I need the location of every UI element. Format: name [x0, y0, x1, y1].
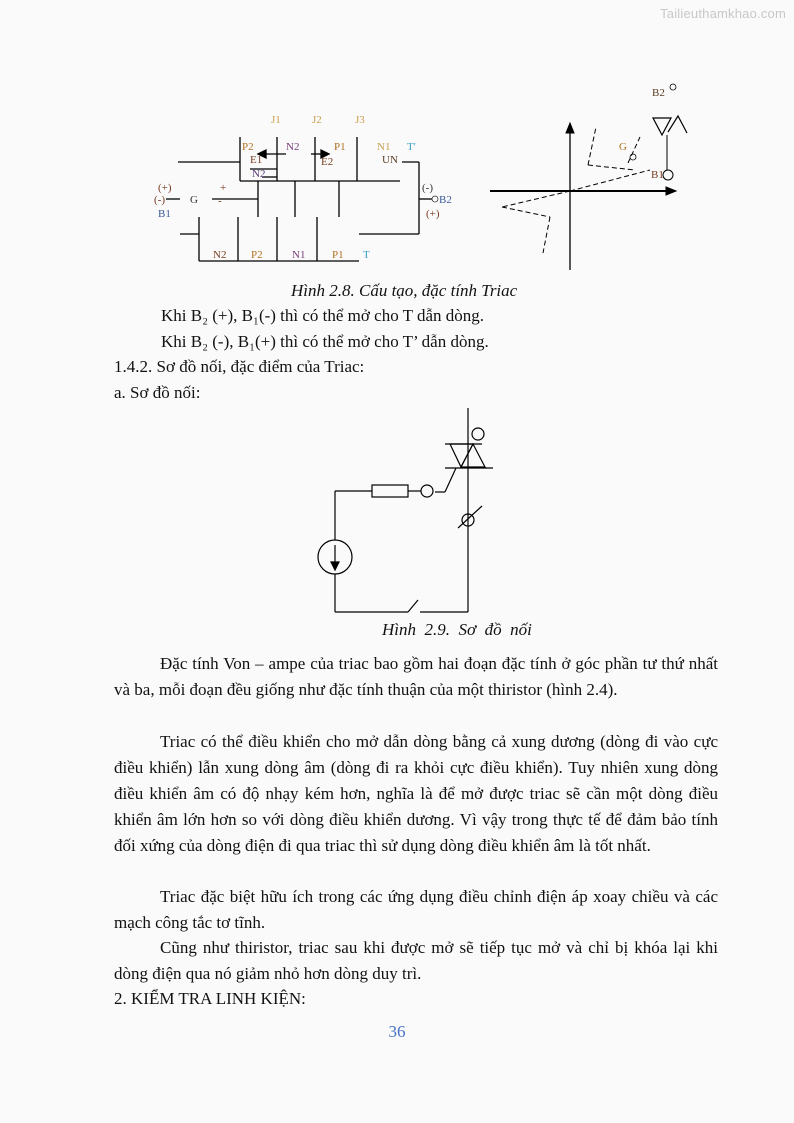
- subheading-a: a. Sơ đồ nối:: [114, 383, 201, 402]
- figure-2-9-caption: Hình 2.9. Sơ đồ nối: [382, 620, 532, 639]
- label-n2-bottom: N2: [213, 249, 227, 261]
- watermark: Tailieuthamkhao.com: [660, 6, 786, 21]
- label-n1-bottom: N1: [292, 249, 306, 261]
- label-p1-bottom: P1: [332, 249, 344, 261]
- label-j2: J2: [312, 114, 322, 126]
- label-b2-minus: (-): [422, 182, 433, 194]
- khi-b2-minus-text: Khi B₂ (-), B₁(+) thì có thể mở cho T’ dẫn dòng.: [161, 332, 489, 351]
- label-b1-plus: (+): [158, 182, 172, 194]
- label-p1-top: P1: [334, 141, 346, 153]
- label-minus: -: [218, 195, 222, 207]
- triac-structure-diagram: [140, 100, 480, 270]
- label-t-prime: T': [407, 141, 416, 153]
- label-g: G: [190, 194, 198, 206]
- label-p2-top: P2: [242, 141, 254, 153]
- label-e1: E1: [250, 154, 263, 166]
- label-e2: E2: [321, 156, 334, 168]
- label-j3: J3: [355, 114, 365, 126]
- label-un: UN: [382, 154, 398, 166]
- label-n2-small: N2: [252, 168, 266, 180]
- label-p2-bottom: P2: [251, 249, 263, 261]
- section-heading-142: 1.4.2. Sơ đồ nối, đặc điểm của Triac:: [114, 357, 365, 376]
- triac-connection-circuit: [310, 400, 560, 615]
- label-b2-plus: (+): [426, 208, 440, 220]
- label-j1: J1: [271, 114, 281, 126]
- graph-label-b2: B2: [652, 87, 665, 99]
- paragraph-triac-holding: Cũng như thiristor, triac sau khi được mở sẽ tiếp tục mở và chỉ bị khóa lại khi dòng điện qua nó giảm nhỏ hơn dòng duy trì.: [114, 938, 718, 983]
- graph-label-g: G: [619, 141, 627, 153]
- paragraph-von-ampe: Đặc tính Von – ampe của triac bao gồm hai đoạn đặc tính ở góc phần tư thứ nhất và ba, mỗi đoạn đều giống như đặc tính thuận của một thiristor (hình 2.4).: [114, 654, 718, 699]
- graph-label-b1: B1: [651, 169, 664, 181]
- label-n2-top: N2: [286, 141, 300, 153]
- triac-characteristic-graph: [480, 75, 700, 275]
- label-b2: B2: [439, 194, 452, 206]
- paragraph-triac-usage: Triac đặc biệt hữu ích trong các ứng dụng điều chỉnh điện áp xoay chiều và các mạch công tắc tơ tĩnh.: [114, 887, 718, 932]
- label-plus: +: [220, 182, 227, 194]
- label-b1: B1: [158, 208, 171, 220]
- page-number: 36: [388, 1022, 406, 1041]
- label-b1-minus: (-): [154, 194, 165, 206]
- label-t: T: [363, 249, 370, 261]
- paragraph-triac-control: Triac có thể điều khiển cho mở dẫn dòng bằng cả xung dương (dòng đi vào cực điều khiển) lẫn xung dòng âm (dòng đi ra khỏi cực điều khiển). Tuy nhiên xung dòng điều khiển âm có độ nhạy kém hơn, nghĩa là để mở được triac sẽ cần một dòng điều khiển âm lớn hơn so với dòng điều khiển dương. Vì vậy trong thực tế để đảm bảo tính đối xứng của dòng điện đi qua triac thì sử dụng dòng điều khiển âm là tốt nhất.: [114, 732, 718, 855]
- label-n1-top: N1: [377, 141, 391, 153]
- section-heading-2: 2. KIỂM TRA LINH KIỆN:: [114, 989, 306, 1008]
- khi-b2-plus-text: Khi B₂ (+), B₁(-) thì có thể mở cho T dẫn dòng.: [161, 306, 485, 325]
- figure-2-8-caption: Hình 2.8. Cấu tạo, đặc tính Triac: [291, 281, 518, 300]
